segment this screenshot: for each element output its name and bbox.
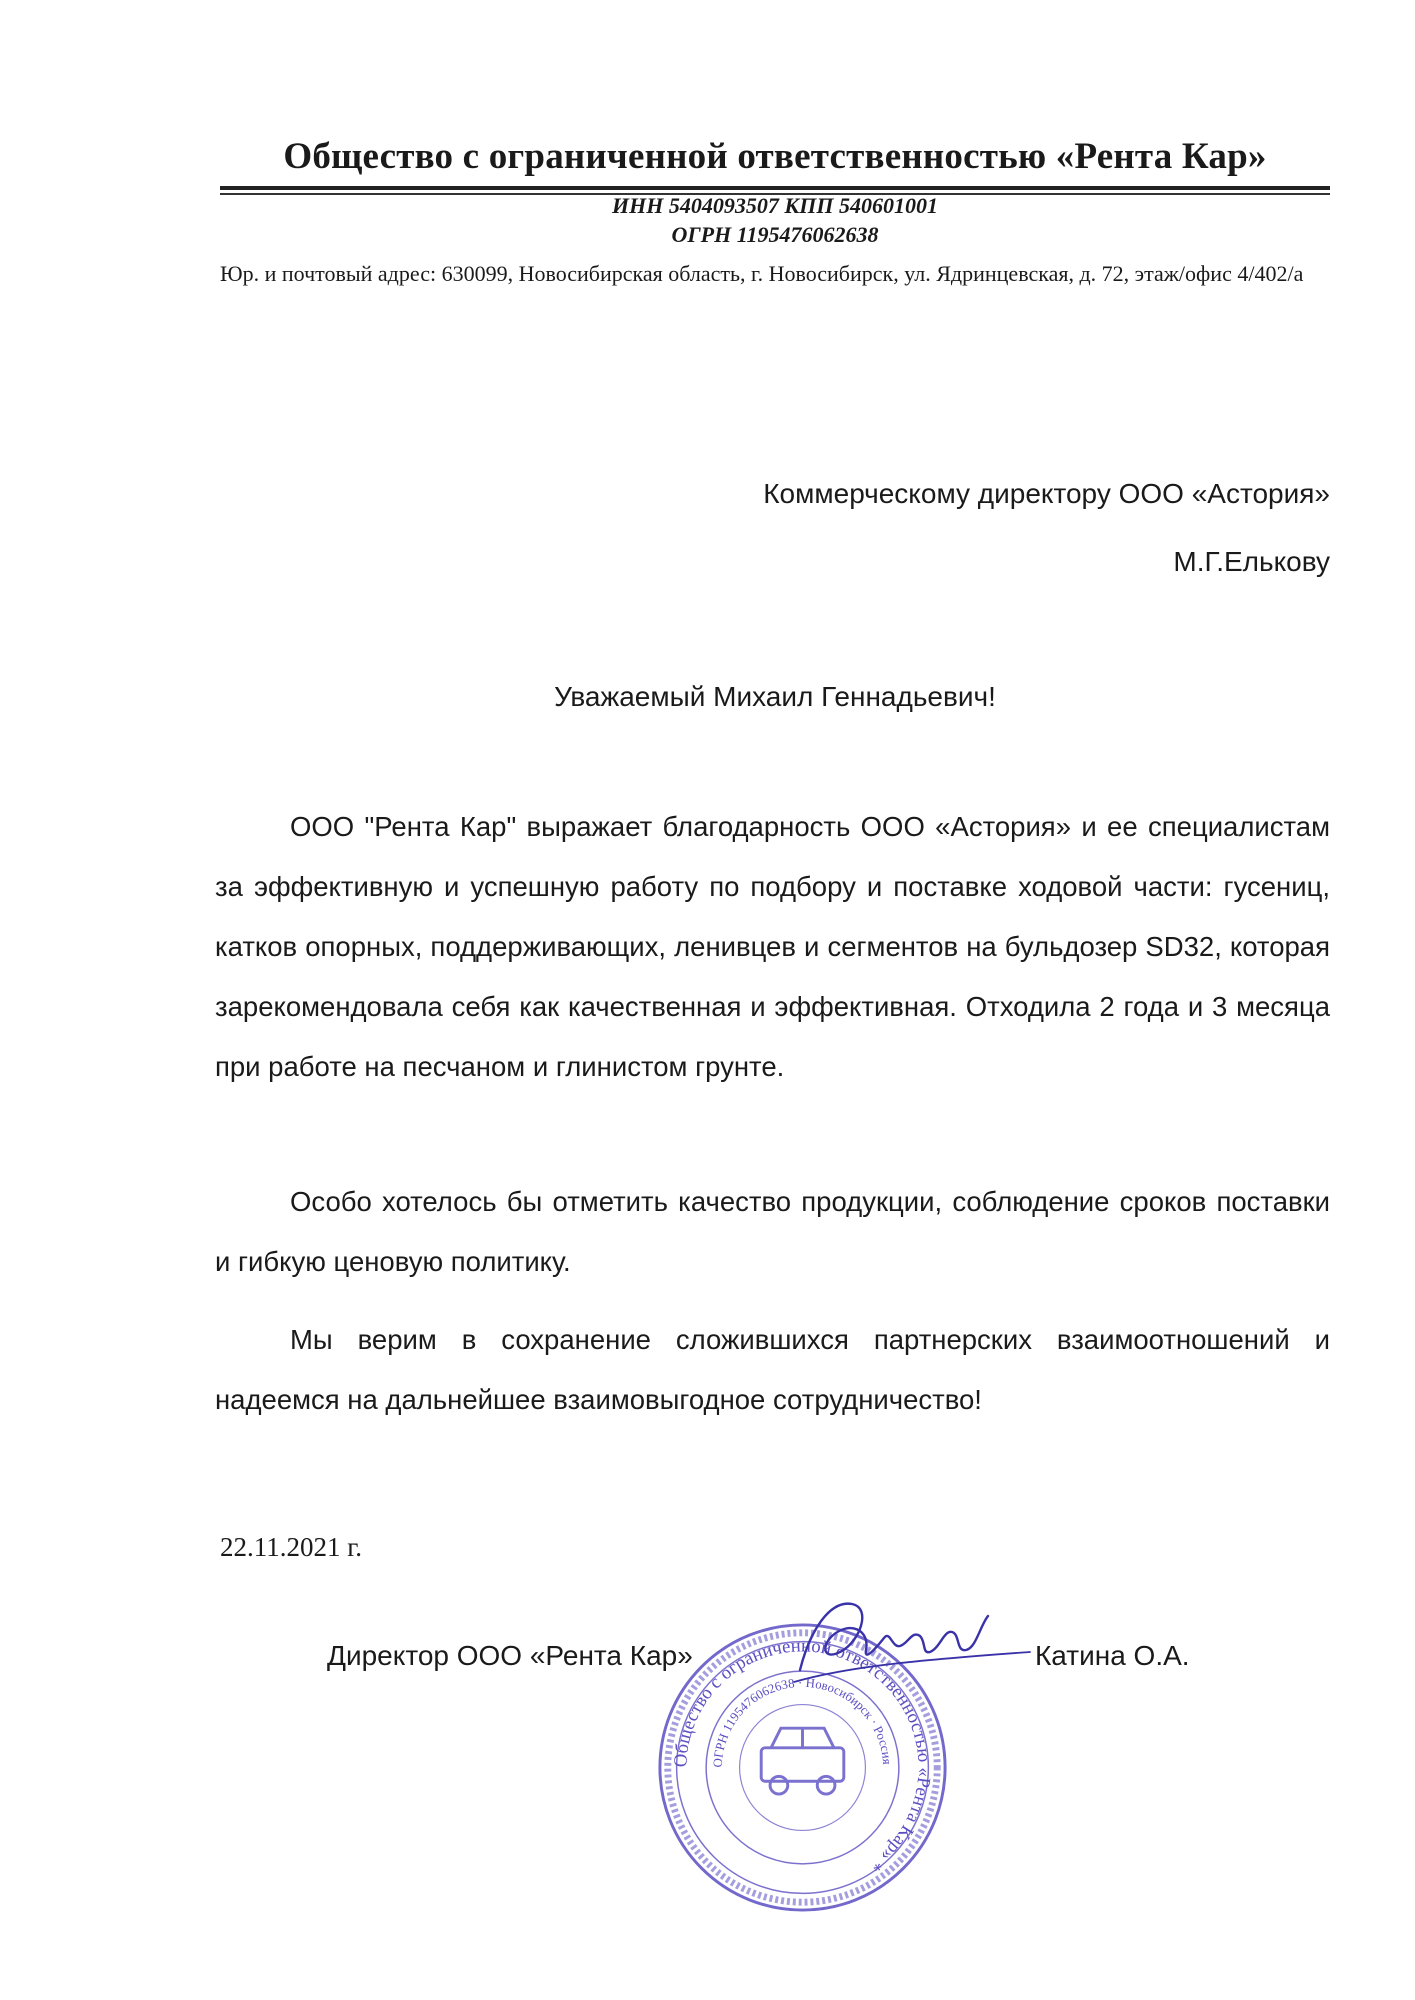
organization-name: Общество с ограниченной ответственностью «Рента Кар» (283, 136, 1267, 177)
salutation: Уважаемый Михаил Геннадьевич! (554, 681, 996, 712)
body-paragraph: ООО "Рента Кар" выражает благодарность ООО «Астория» и ее специалистам за эффективную и успешную работу по подбору и поставке ходовой части: гусениц, катков опорных, поддерживающих, ленивцев и сегментов на бульдозер SD32, которая зарекомендовала себя как качественная и эффективная. Отходила 2 года и 3 месяца при работе на песчаном и глинистом грунте. (215, 811, 1330, 1082)
stamp-emblem-icon (761, 1728, 844, 1794)
ogrn: ОГРН 1195476062638 (671, 222, 879, 247)
stamp-inner-text: ОГРН 1195476062638 · Новосибирск · Россия (710, 1675, 895, 1768)
signatory-name: Катина О.А. (1035, 1640, 1190, 1671)
body-paragraph: Особо хотелось бы отметить качество продукции, соблюдение сроков поставки и гибкую ценовую политику. (215, 1186, 1330, 1277)
recipient-position: Коммерческому директору ООО «Астория» (763, 478, 1330, 509)
letter-date: 22.11.2021 г. (220, 1532, 363, 1562)
recipient-name: М.Г.Елькову (1173, 546, 1330, 577)
stamp-outer-text: Общество с ограниченной ответственностью «Рента Кар» * (670, 1635, 935, 1876)
signatory-title: Директор ООО «Рента Кар» (327, 1640, 693, 1671)
body-paragraph: Мы верим в сохранение сложившихся партнерских взаимоотношений и надеемся на дальнейшее взаимовыгодное сотрудничество! (215, 1324, 1330, 1415)
legal-address: Юр. и почтовый адрес: 630099, Новосибирская область, г. Новосибирск, ул. Ядринцевская, д. 72, этаж/офис 4/402/а (220, 261, 1304, 286)
inn-kpp: ИНН 5404093507 КПП 540601001 (612, 193, 938, 218)
header-rule-thick (220, 186, 1330, 190)
director-signature (780, 1590, 1040, 1700)
